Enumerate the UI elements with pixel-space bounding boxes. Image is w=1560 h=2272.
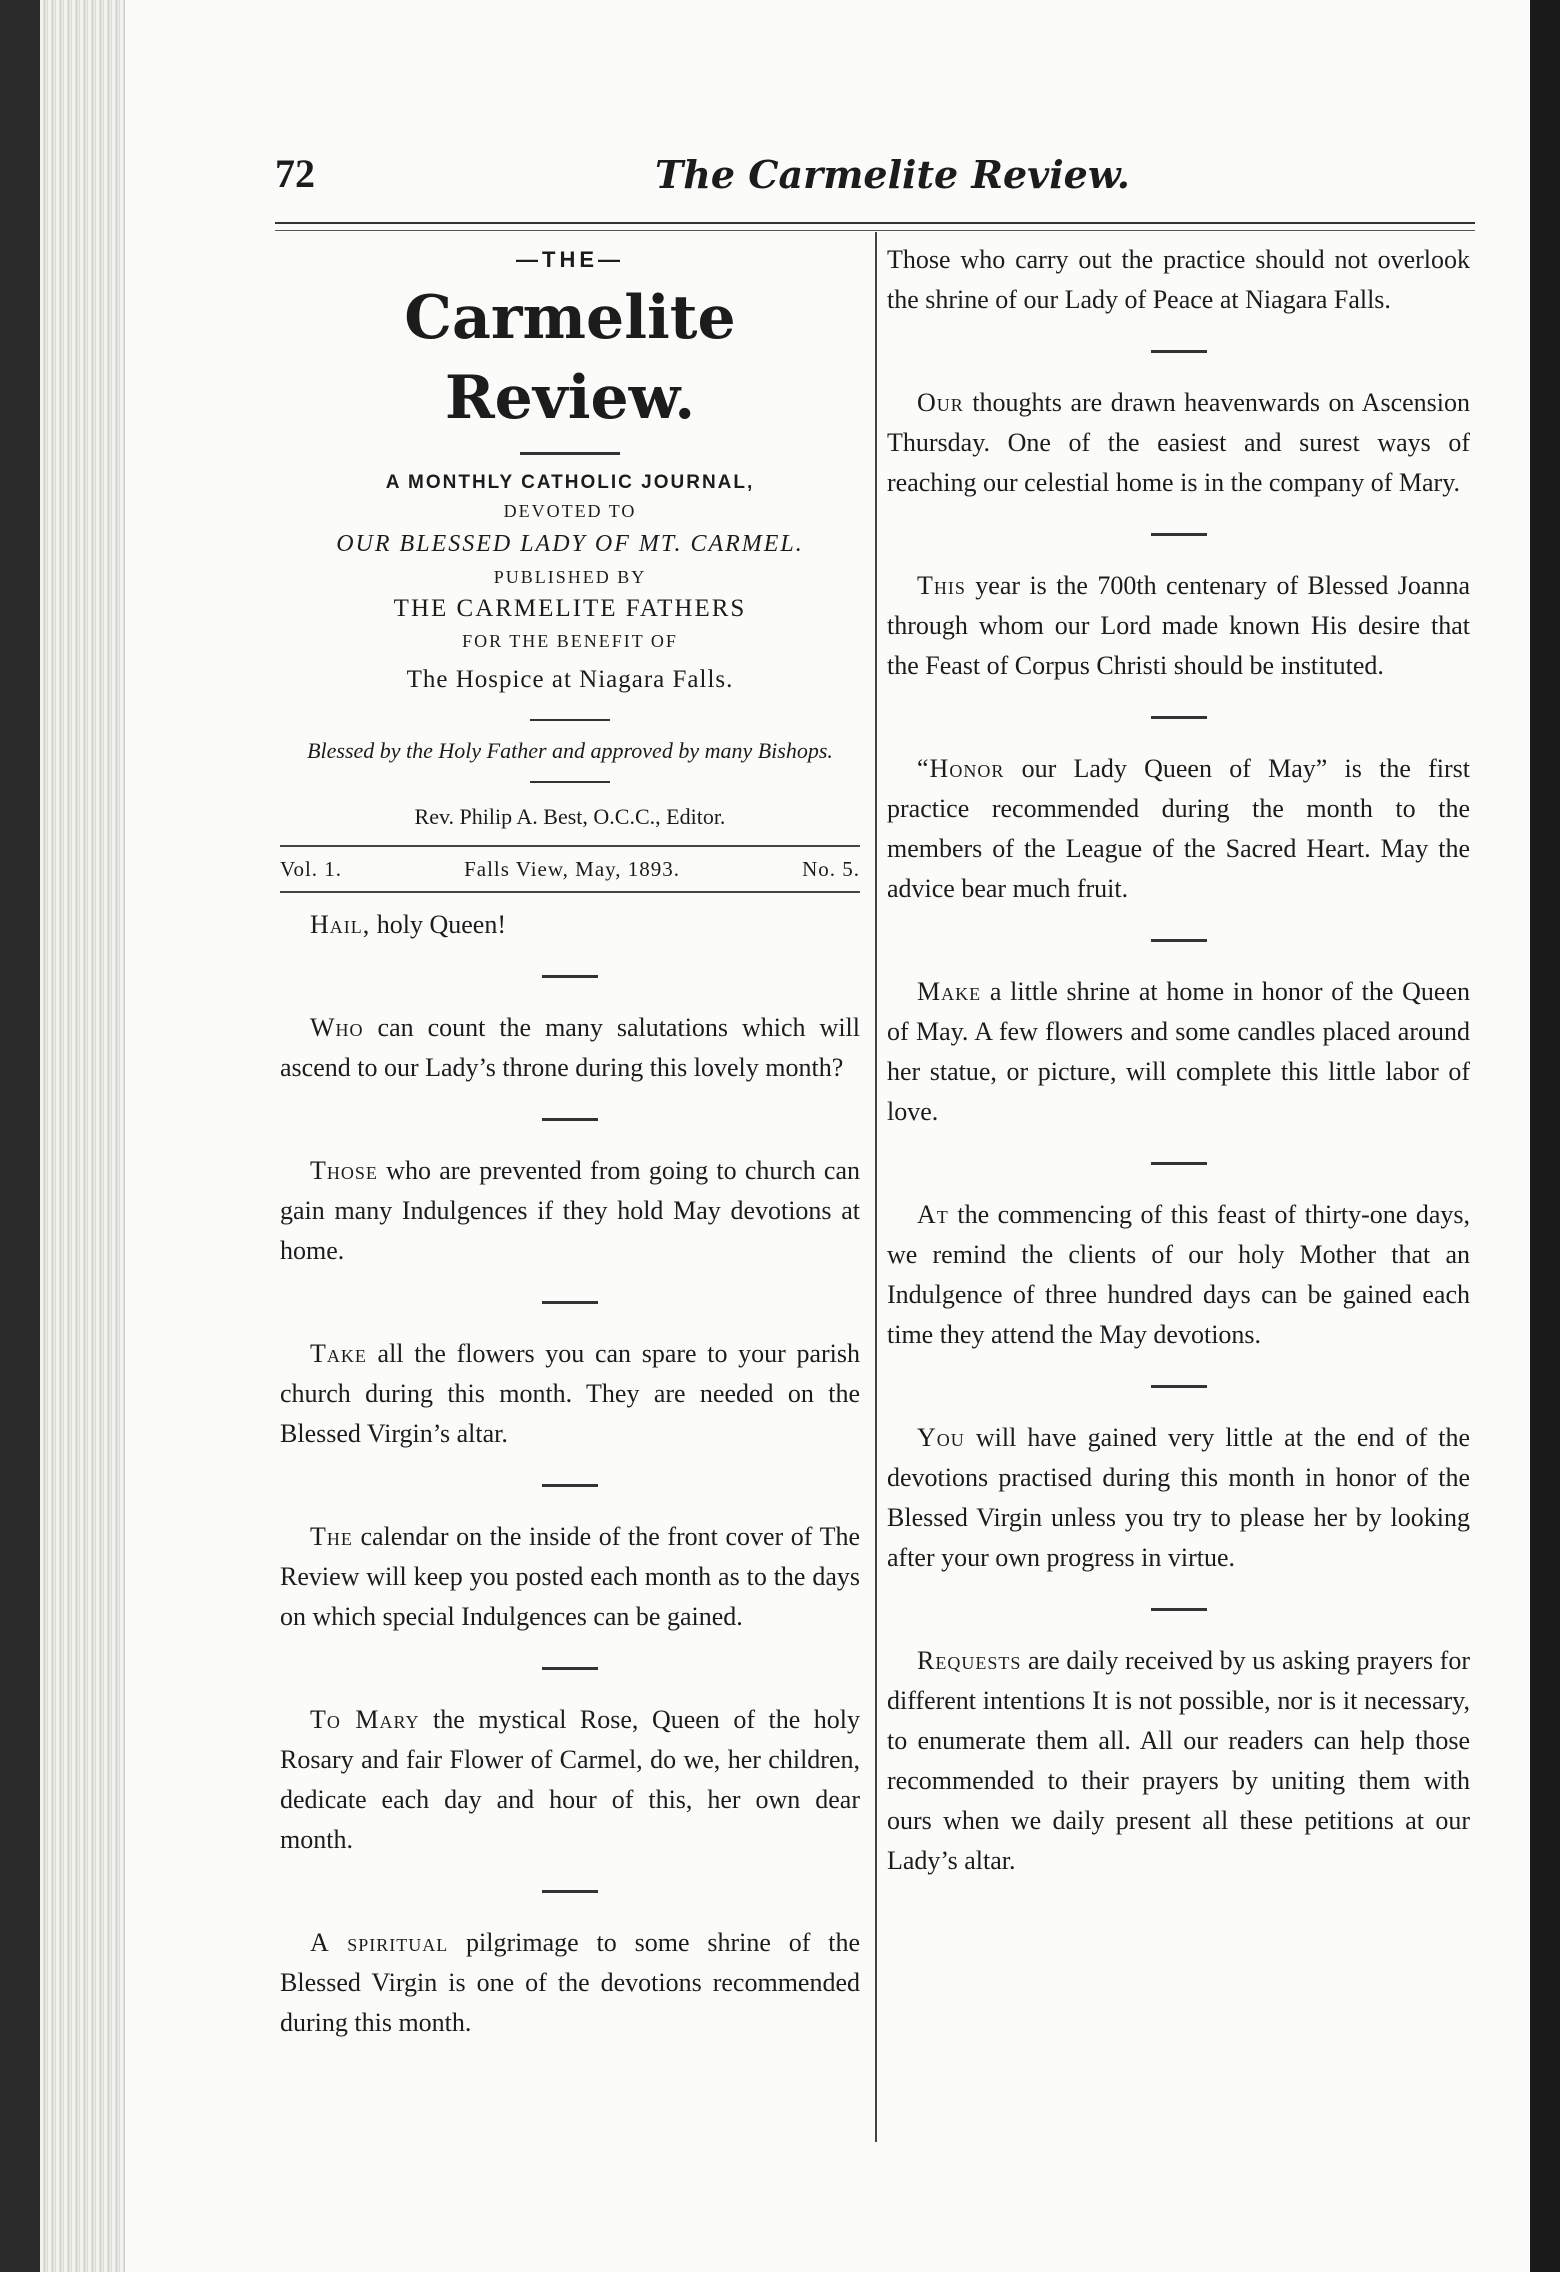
paragraph-lead: You (917, 1423, 965, 1452)
paragraph (887, 1641, 1470, 1881)
paragraph-text: who are prevented from going to church can gain many Indulgences if they hold May devotions at home. (280, 1156, 860, 1265)
separator-rule (1151, 1385, 1207, 1388)
paragraph-text: all the flowers you can spare to your parish church during this month. They are needed on the Blessed Virgin’s altar. (280, 1339, 860, 1448)
paragraph (887, 1418, 1470, 1578)
paragraph (280, 1700, 860, 1860)
left-paragraphs (280, 905, 860, 2043)
paragraph-lead: Hail, (310, 910, 371, 939)
paragraph-text: pilgrimage to some shrine of the Blessed Virgin is one of the devotions recommended during this month. (280, 1928, 860, 2037)
paragraph-lead: Requests (917, 1646, 1022, 1675)
separator-rule (1151, 533, 1207, 536)
separator-rule (1151, 350, 1207, 353)
paragraph-text: can count the many salutations which will ascend to our Lady’s throne during this lovely month? (280, 1013, 860, 1082)
journal-running-title: The Carmelite Review. (655, 152, 1130, 197)
volume-number: Vol. 1. (280, 857, 343, 881)
masthead-hospice: The Hospice at Niagara Falls. (406, 666, 734, 693)
paragraph-lead: Take (310, 1339, 367, 1368)
paragraph (280, 1151, 860, 1271)
book-spine (40, 0, 125, 2272)
header-rule (275, 222, 1475, 224)
paragraph-lead: Make (917, 977, 982, 1006)
header-rule-secondary (275, 230, 1475, 231)
paragraph-lead: “Honor (917, 754, 1005, 783)
paragraph-text: thoughts are drawn heavenwards on Ascension Thursday. One of the easiest and surest ways of reaching our celestial home is in the company of Mary. (887, 388, 1470, 497)
paragraph (280, 1923, 860, 2043)
left-column (280, 240, 860, 2043)
separator-rule (1151, 716, 1207, 719)
page-content (275, 0, 1475, 2272)
paragraph-lead: The (310, 1522, 353, 1551)
paragraph (887, 972, 1470, 1132)
paragraph (280, 1517, 860, 1637)
paragraph-lead: At (917, 1200, 949, 1229)
masthead (280, 246, 860, 893)
paragraph-text: holy Queen! (370, 910, 507, 939)
paragraph-lead: A spiritual (310, 1928, 449, 1957)
paragraph (887, 749, 1470, 909)
separator-rule (542, 1118, 598, 1121)
paragraph (887, 240, 1470, 320)
masthead-rule (520, 452, 620, 455)
paragraph-text: the mystical Rose, Queen of the holy Rosary and fair Flower of Carmel, do we, her children, dedicate each day and hour of this, her own dear month. (280, 1705, 860, 1854)
paragraph-lead: This (917, 571, 966, 600)
paragraph (280, 1334, 860, 1454)
scan-edge (1530, 0, 1560, 2272)
paragraph-lead: Those (310, 1156, 378, 1185)
issue-number: No. 5. (802, 857, 860, 881)
masthead-published: PUBLISHED BY (493, 567, 647, 587)
masthead-subtitle: A MONTHLY CATHOLIC JOURNAL, (385, 472, 755, 493)
separator-rule (542, 1301, 598, 1304)
masthead-devoted: DEVOTED TO (503, 501, 637, 521)
separator-rule (1151, 1608, 1207, 1611)
masthead-rule-3 (530, 781, 610, 783)
separator-rule (542, 1667, 598, 1670)
paragraph-text: a little shrine at home in honor of the Queen of May. A few flowers and some candles placed around her statue, or picture, will complete this little labor of love. (887, 977, 1470, 1126)
separator-rule (542, 1890, 598, 1893)
paragraph (280, 905, 860, 945)
paragraph (280, 1008, 860, 1088)
paragraph-lead: To Mary (310, 1705, 420, 1734)
page-number: 72 (275, 151, 315, 196)
paragraph-text: the commencing of this feast of thirty-one days, we remind the clients of our holy Mother that an Indulgence of three hundred days can be gained each time they attend the May devotions. (887, 1200, 1470, 1349)
paragraph (887, 566, 1470, 686)
volume-place-date: Falls View, May, 1893. (464, 857, 681, 881)
masthead-benefit: FOR THE BENEFIT OF (462, 631, 678, 651)
masthead-the: —THE— (516, 247, 624, 272)
masthead-title: Carmelite Review. (404, 283, 736, 433)
separator-rule (1151, 1162, 1207, 1165)
paragraph-text: year is the 700th centenary of Blessed Joanna through whom our Lord made known His desire that the Feast of Corpus Christi should be instituted. (887, 571, 1470, 680)
column-divider (875, 232, 877, 2142)
paragraph (887, 383, 1470, 503)
masthead-rule-2 (530, 719, 610, 721)
paragraph-text: our Lady Queen of May” is the first practice recommended during the month to the members of the League of the Sacred Heart. May the advice bear much fruit. (887, 754, 1470, 903)
masthead-editor: Rev. Philip A. Best, O.C.C., Editor. (414, 804, 726, 829)
running-head (275, 150, 1475, 210)
masthead-lady: OUR BLESSED LADY OF MT. CARMEL. (336, 531, 804, 557)
paragraph-lead: Our (917, 388, 964, 417)
masthead-fathers: THE CARMELITE FATHERS (393, 595, 747, 622)
separator-rule (542, 975, 598, 978)
paragraph (887, 1195, 1470, 1355)
paragraph-text: will have gained very little at the end of the devotions practised during this month in honor of the Blessed Virgin unless you try to please her by looking after your own progress in virtue. (887, 1423, 1470, 1572)
separator-rule (1151, 939, 1207, 942)
paragraph-text: are daily received by us asking prayers for different intentions It is not possible, nor is it necessary, to enumerate them all. All our readers can help those recommended to their prayers by uniting them with ours when we daily present all these petitions at our Lady’s altar. (887, 1646, 1470, 1875)
paragraph-text: Those who carry out the practice should not overlook the shrine of our Lady of Peace at Niagara Falls. (887, 245, 1470, 314)
right-column (887, 240, 1470, 1881)
masthead-blessed: Blessed by the Holy Father and approved by many Bishops. (307, 738, 833, 763)
paragraph-lead: Who (310, 1013, 364, 1042)
volume-line (280, 845, 860, 893)
paragraph-text: calendar on the inside of the front cover of The Review will keep you posted each month as to the days on which special Indulgences can be gained. (280, 1522, 860, 1631)
separator-rule (542, 1484, 598, 1487)
